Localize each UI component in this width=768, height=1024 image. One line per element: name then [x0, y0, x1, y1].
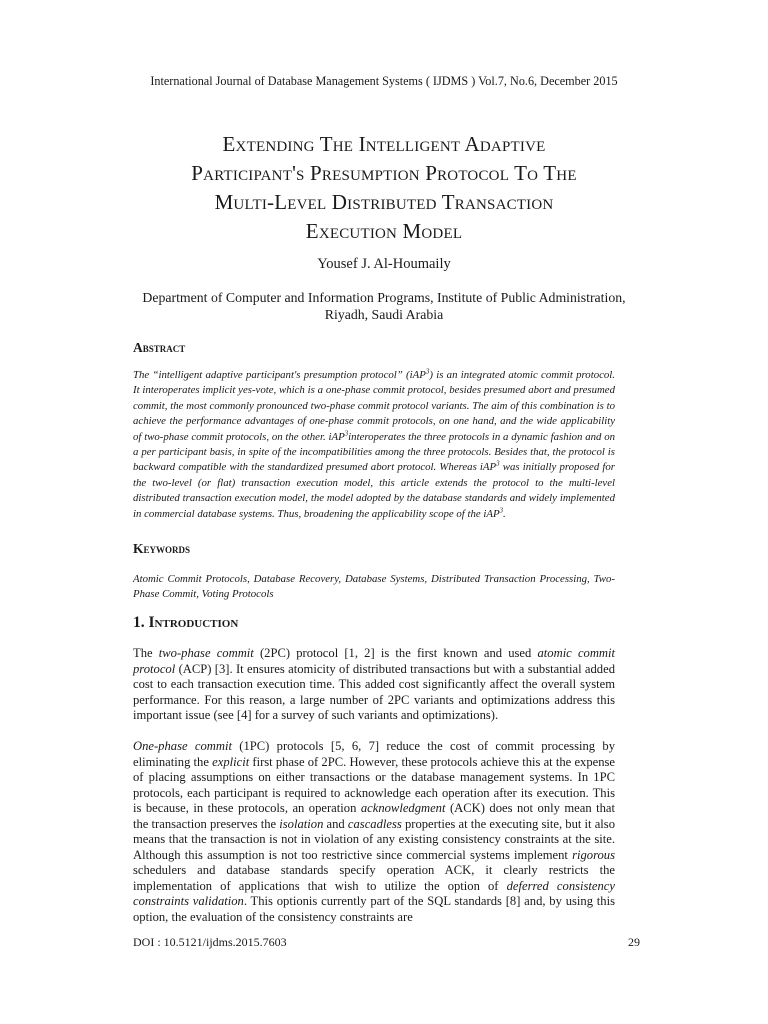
affiliation	[120, 289, 648, 323]
abstract-text	[133, 368, 615, 522]
superscript: 3	[496, 459, 500, 468]
abstract-heading: Abstract	[133, 340, 186, 355]
intro-paragraph-1: The two-phase commit (2PC) protocol [1, 2] is the first known and used atomic commit protocol (ACP) [3]. It ensures atomicity of distributed transactions but with a substantial added cost to each transaction execution time. This added cost significantly affect the overall system performance. For this reason, a large number of 2PC variants and optimizations address this important issue (see [4] for a survey of such variants and optimizations).	[133, 646, 616, 722]
journal-header: International Journal of Database Management Systems ( IJDMS ) Vol.7, No.6, December 2015	[150, 74, 618, 88]
keywords-text: Atomic Commit Protocols, Database Recovery, Database Systems, Distributed Transaction Processing, Two-Phase Commit, Voting Protocols	[133, 573, 615, 601]
footer-doi: DOI : 10.5121/ijdms.2015.7603	[133, 935, 287, 949]
superscript: 3	[425, 367, 430, 376]
page-number: 29	[628, 935, 640, 949]
keywords-heading: Keywords	[133, 541, 191, 556]
abstract-part-4: was initially proposed for the two-level (or flat) transaction execution model, this article extends the protocol to the multi-level distributed transaction execution model, the model adopted by the database standards and widely implemented in commercial database systems. Thus, broadening the applicability scope of the iAP	[133, 461, 616, 520]
title-line-3: Multi-Level Distributed Transaction	[214, 190, 554, 214]
superscript: 3	[344, 429, 349, 438]
abstract-part-2: ) is an integrated atomic commit protocol. It interoperates implicit yes-vote, which is a one-phase commit protocol, besides presumed abort and presumed commit, the most commonly pronounced two-phase commit protocol variants. The aim of this combination is to achieve the performance advantages of one-phase commit protocols, on one hand, and the wide applicability of two-phase commit protocols, on the other. iAP	[133, 369, 615, 443]
title-line-1: Extending The Intelligent Adaptive	[222, 132, 546, 156]
paper-title	[100, 130, 668, 246]
abstract-part-5: .	[503, 507, 506, 520]
abstract-part-3: interoperates the three protocols in a dynamic fashion and on a per participant basis, in spite of the incompatibilities among the three protocols. Besides that, the protocol is backward compatible with the standardized presumed abort protocol. Whereas iAP	[133, 430, 615, 474]
author-name: Yousef J. Al-Houmaily	[317, 256, 451, 272]
affiliation-line-1: Department of Computer and Information Programs, Institute of Public Administration,	[142, 290, 626, 305]
introduction-heading: 1. Introduction	[133, 614, 239, 631]
abstract-part-1: The “intelligent adaptive participant's presumption protocol” (iAP	[133, 369, 426, 381]
superscript: 3	[499, 506, 504, 515]
intro-paragraph-2: One-phase commit (1PC) protocols [5, 6, 7] reduce the cost of commit processing by eliminating the explicit first phase of 2PC. However, these protocols achieve this at the expense of placing assumptions on either transactions or the database management systems. In 1PC protocols, each participant is required to acknowledge each operation after its execution. This is because, in these protocols, an operation acknowledgment (ACK) does not only mean that the transaction preserves the isolation and cascadless properties at the executing site, but it also means that the transaction is not in violation of any existing consistency constraints at the site. Although this assumption is not too restrictive since commercial systems implement rigorous schedulers and database standards specify operation ACK, it clearly restricts the implementation of applications that wish to utilize the option of deferred consistency constraints validation. This optionis currently part of the SQL standards [8] and, by using this option, the evaluation of the consistency constraints are	[133, 739, 616, 924]
affiliation-line-2: Riyadh, Saudi Arabia	[324, 307, 444, 322]
title-line-4: Execution Model	[305, 219, 463, 243]
title-line-2: Participant's Presumption Protocol To The	[191, 161, 577, 185]
